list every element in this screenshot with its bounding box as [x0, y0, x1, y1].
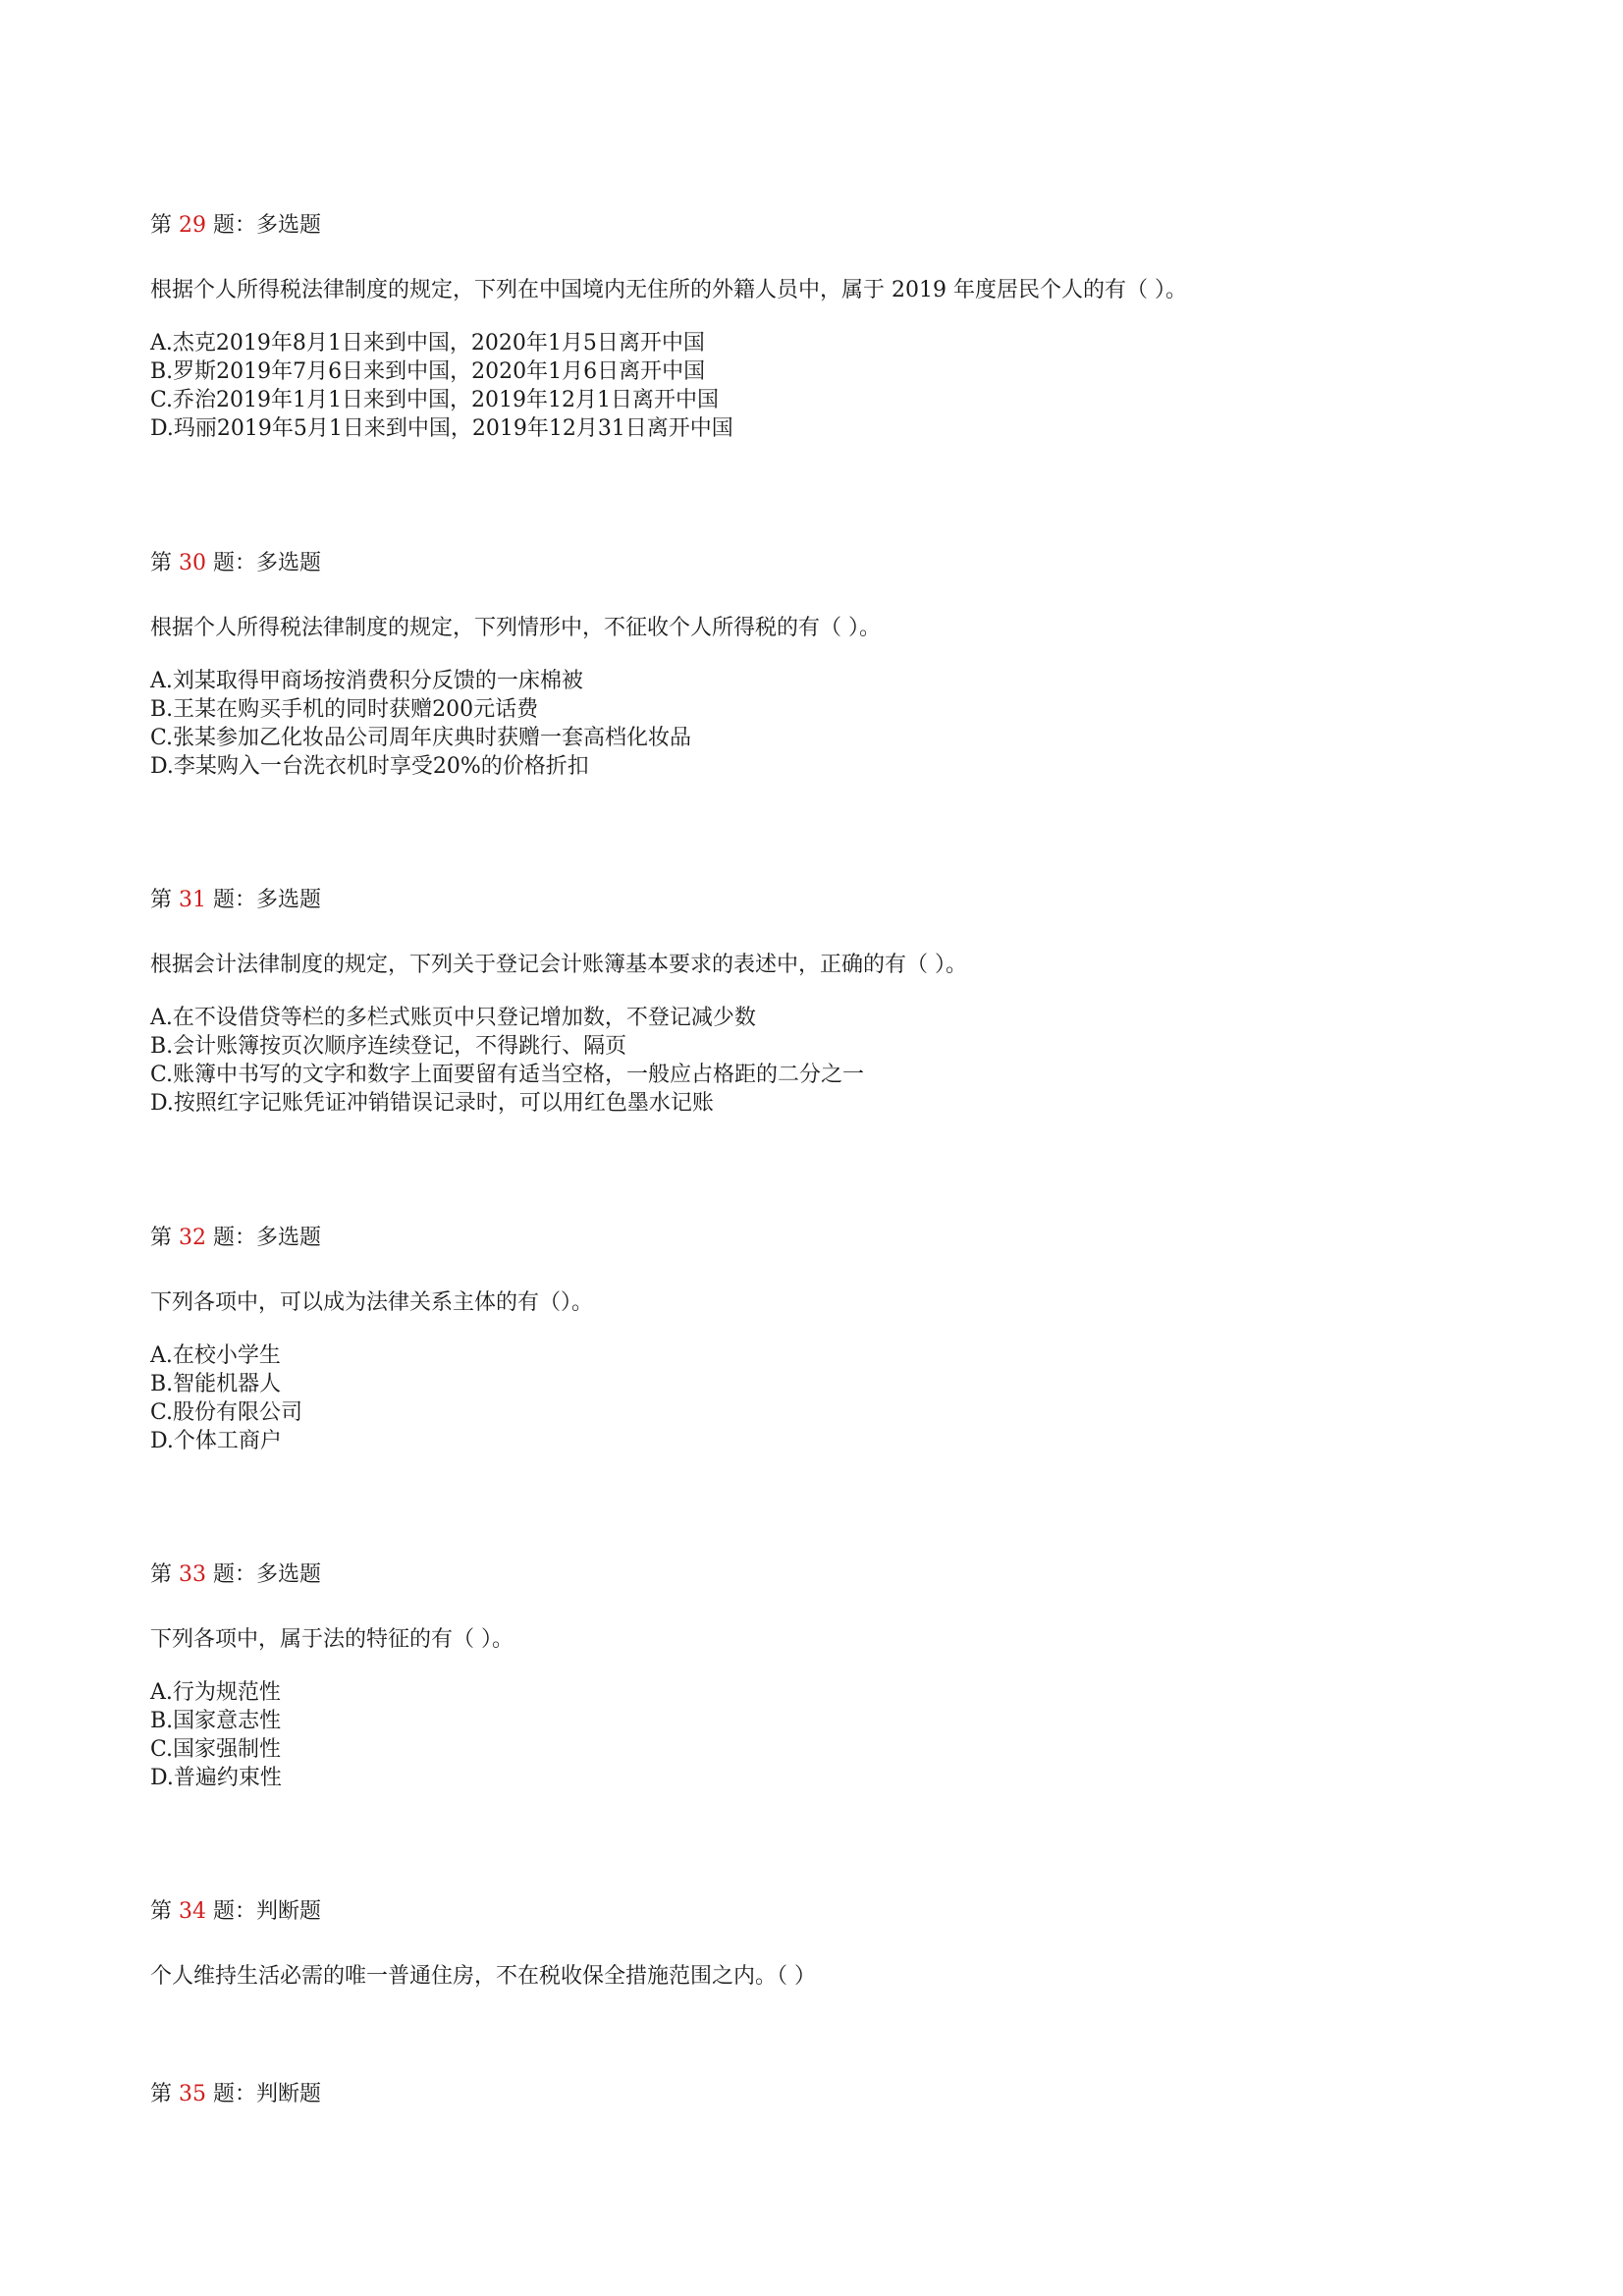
option-b: B.智能机器人 [150, 1372, 282, 1396]
question-prefix: 第 [150, 2082, 173, 2106]
option-list [150, 1678, 1525, 1792]
option-c: C.国家强制性 [150, 1737, 282, 1762]
question-number: 29 [179, 213, 207, 238]
question-number: 34 [179, 1899, 207, 1924]
option-list [150, 667, 1525, 781]
option-a: A.杰克2019年8月1日来到中国，2020年1月5日离开中国 [150, 331, 705, 355]
question-header [150, 2080, 1525, 2109]
option-list [150, 1004, 1525, 1118]
question-stem: 下列各项中，可以成为法律关系主体的有（）。 [150, 1290, 594, 1315]
question-32 [150, 1224, 1525, 1455]
question-header [150, 1560, 1525, 1590]
question-number: 32 [179, 1226, 207, 1250]
question-header [150, 1224, 1525, 1253]
option-c: C.账簿中书写的文字和数字上面要留有适当空格，一般应占格距的二分之一 [150, 1063, 865, 1087]
option-list [150, 329, 1525, 443]
option-b: B.罗斯2019年7月6日来到中国，2020年1月6日离开中国 [150, 359, 706, 384]
question-prefix: 第 [150, 888, 173, 912]
question-number: 31 [179, 888, 207, 912]
question-29 [150, 211, 1525, 443]
question-stem: 下列各项中，属于法的特征的有（ ）。 [150, 1627, 514, 1652]
question-header [150, 549, 1525, 578]
question-stem: 根据会计法律制度的规定，下列关于登记会计账簿基本要求的表述中，正确的有（ ）。 [150, 953, 967, 977]
question-number: 33 [179, 1562, 207, 1587]
question-prefix: 第 [150, 1562, 173, 1587]
option-b: B.国家意志性 [150, 1709, 282, 1733]
question-prefix: 第 [150, 1226, 173, 1250]
question-type: 题：多选题 [213, 888, 322, 912]
option-c: C.张某参加乙化妆品公司周年庆典时获赠一套高档化妆品 [150, 726, 692, 750]
question-type: 题：多选题 [213, 1226, 322, 1250]
question-type: 题：多选题 [213, 551, 322, 575]
question-33 [150, 1560, 1525, 1792]
question-stem: 根据个人所得税法律制度的规定，下列情形中，不征收个人所得税的有（ ）。 [150, 616, 881, 640]
question-type: 题：多选题 [213, 213, 322, 238]
option-b: B.王某在购买手机的同时获赠200元话费 [150, 697, 539, 722]
question-prefix: 第 [150, 1899, 173, 1924]
option-d: D.按照红字记账凭证冲销错误记录时，可以用红色墨水记账 [150, 1091, 714, 1116]
question-type: 题：判断题 [213, 2082, 322, 2106]
question-type: 题：判断题 [213, 1899, 322, 1924]
option-d: D.玛丽2019年5月1日来到中国，2019年12月31日离开中国 [150, 416, 733, 441]
option-d: D.李某购入一台洗衣机时享受20%的价格折扣 [150, 754, 589, 779]
question-stem: 根据个人所得税法律制度的规定，下列在中国境内无住所的外籍人员中，属于 2019 年度居民个人的有（ ）。 [150, 278, 1187, 302]
option-a: A.刘某取得甲商场按消费积分反馈的一床棉被 [150, 669, 583, 693]
question-30 [150, 549, 1525, 781]
question-prefix: 第 [150, 213, 173, 238]
option-a: A.行为规范性 [150, 1680, 281, 1705]
question-header [150, 211, 1525, 241]
option-d: D.普遍约束性 [150, 1766, 282, 1790]
option-b: B.会计账簿按页次顺序连续登记，不得跳行、隔页 [150, 1034, 627, 1059]
question-number: 35 [179, 2082, 207, 2106]
question-stem: 个人维持生活必需的唯一普通住房，不在税收保全措施范围之内。（ ） [150, 1964, 816, 1989]
option-list [150, 1341, 1525, 1455]
option-a: A.在不设借贷等栏的多栏式账页中只登记增加数，不登记减少数 [150, 1006, 756, 1030]
option-c: C.乔治2019年1月1日来到中国，2019年12月1日离开中国 [150, 388, 720, 412]
question-number: 30 [179, 551, 207, 575]
option-c: C.股份有限公司 [150, 1400, 303, 1425]
question-34 [150, 1897, 1525, 1992]
option-a: A.在校小学生 [150, 1343, 281, 1368]
question-prefix: 第 [150, 551, 173, 575]
option-d: D.个体工商户 [150, 1429, 282, 1453]
question-type: 题：多选题 [213, 1562, 322, 1587]
question-35 [150, 2080, 1525, 2109]
question-header [150, 1897, 1525, 1927]
question-header [150, 886, 1525, 915]
question-31 [150, 886, 1525, 1118]
